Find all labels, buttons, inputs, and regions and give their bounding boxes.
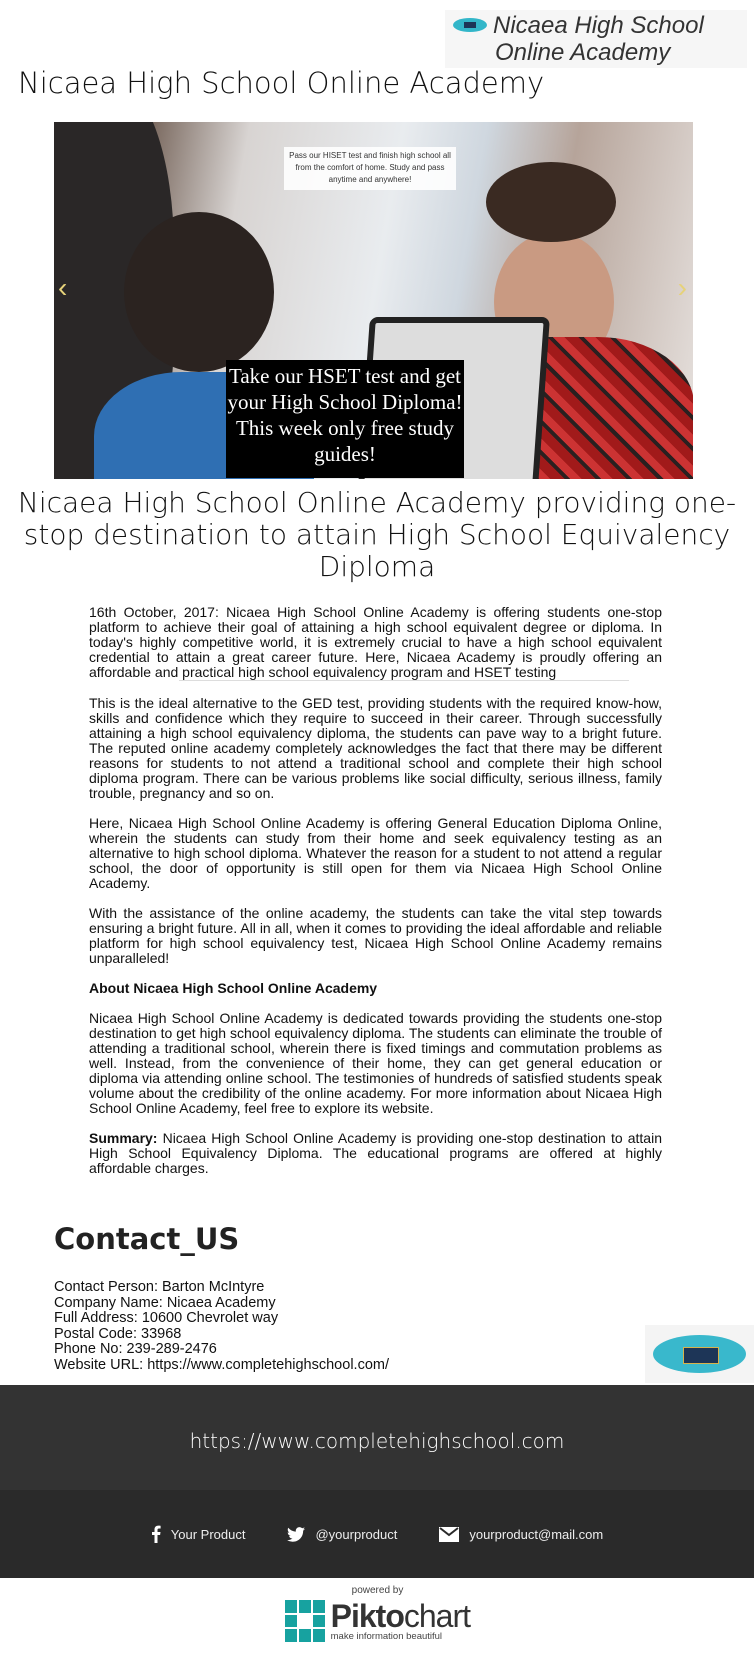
mail-icon [439,1527,459,1542]
contact-person: Contact Person: Barton McIntyre [54,1279,265,1295]
twitter-icon [287,1527,305,1542]
hero-caption-top: Pass our HISET test and finish high school all from the comfort of home. Study and pass anytime and anywhere! [284,147,456,190]
twitter-label: @yourproduct [315,1526,398,1542]
chalkboard-logo-icon [653,1335,746,1373]
footer-url-band [0,1385,754,1490]
footer-url-link[interactable]: https://www.completehighschool.com [189,1429,565,1453]
logo-line-1: Nicaea High School [493,12,704,39]
email-link[interactable] [439,1527,603,1542]
carousel-prev-icon[interactable]: ‹ [58,272,68,303]
contact-details [54,1280,389,1373]
facebook-label: Your Product [170,1526,246,1542]
paragraph-about: Nicaea High School Online Academy is dedicated towards providing the students one-stop destination to get high school equivalency diploma. The students can eliminate the trouble of attending a traditional school, wherein there is fixed timings and commutation problems as well. Instead, from the convenience of their home, they can get general education or diploma via attending online school. The testimonies of hundreds of satisfied students speak volume about the credibility of the online academy. For more information about Nicaea High School Online Academy, feel free to explore its website. [89,1010,662,1116]
site-title: Nicaea High School Online Academy [18,66,545,100]
about-heading: About Nicaea High School Online Academy [89,980,378,996]
facebook-link[interactable] [151,1525,246,1543]
postal-code: Postal Code: 33968 [54,1325,182,1342]
paragraph-intro: 16th October, 2017: Nicaea High School Online Academy is offering students one-stop platform to achieve their goal of attaining a high school equivalent degree or diploma. In today's highly competitive world, it is extremely crucial to have a high school equivalent credential to attain a great career future. Here, Nicaea Academy is proudly offering an affordable and practical high school equivalency program and HSET testing [89,604,662,680]
piktochart-name-bold: Pikto [330,1597,404,1634]
piktochart-badge[interactable] [285,1585,470,1653]
summary-label: Summary: [89,1130,158,1146]
logo-line-2: Online Academy [495,39,671,66]
carousel-next-icon[interactable]: › [677,272,687,303]
header-logo[interactable] [445,10,747,68]
paragraph-summary [89,1131,662,1176]
headline: Nicaea High School Online Academy providing one-stop destination to attain High School Equivalency Diploma [17,486,737,583]
academy-logo-icon [453,18,487,32]
email-label: yourproduct@mail.com [469,1526,604,1542]
paragraph-assistance: With the assistance of the online academy, the students can take the vital step towards ensuring a bright future. All in all, when it comes to providing the ideal affordable and reliable platform for high school equivalency test, Nicaea High School Online Academy remains unparalleled! [89,905,662,966]
contact-heading: Contact_US [54,1222,240,1256]
divider [179,680,629,681]
piktochart-logo-icon [285,1600,325,1642]
hero-caption-main: Take our HSET test and get your High School Diploma! This week only free study guides! [226,360,464,478]
phone-number: Phone No: 239-289-2476 [54,1341,217,1357]
powered-by-label: powered by [351,1585,404,1596]
hero-photo-student [124,212,274,372]
summary-text: Nicaea High School Online Academy is providing one-stop destination to attain High School Equivalency Diploma. The educational programs are offered at highly affordable charges. [89,1130,662,1176]
full-address: Full Address: 10600 Chevrolet way [54,1310,279,1326]
hero-photo-young-man-hair [486,162,616,242]
website-url[interactable]: Website URL: https://www.completehighschool.com/ [54,1356,389,1373]
paragraph-alternative: This is the ideal alternative to the GED test, providing students with the required know-how, skills and confidence which they require to succeed in their career. Through successfully attaining a high school equivalency diploma, the students can pave way to a bright future. The reputed online academy completely acknowledges the fact that there may be different reasons for students to not attend a traditional school and complete their high school diploma program. There can be various problems like social difficulty, serious illness, family trouble, pregnancy and so on. [89,695,662,801]
paragraph-ged-online: Here, Nicaea High School Online Academy is offering General Education Diploma Online, wherein the students can study from their home and seek equivalency testing as an alternative to high school diploma. Whatever the reason for a student to not attend a regular school, the door of opportunity is still open for them via Nicaea High School Online Academy. [89,815,662,891]
academy-small-logo [645,1325,754,1383]
twitter-link[interactable] [287,1527,397,1542]
piktochart-tagline: make information beautiful [330,1630,443,1642]
footer-social-band [0,1490,754,1578]
facebook-icon [151,1525,161,1543]
press-release-body [89,605,662,1191]
company-name: Company Name: Nicaea Academy [54,1294,276,1311]
hero-carousel[interactable] [54,122,693,479]
piktochart-name-light: chart [403,1597,470,1634]
